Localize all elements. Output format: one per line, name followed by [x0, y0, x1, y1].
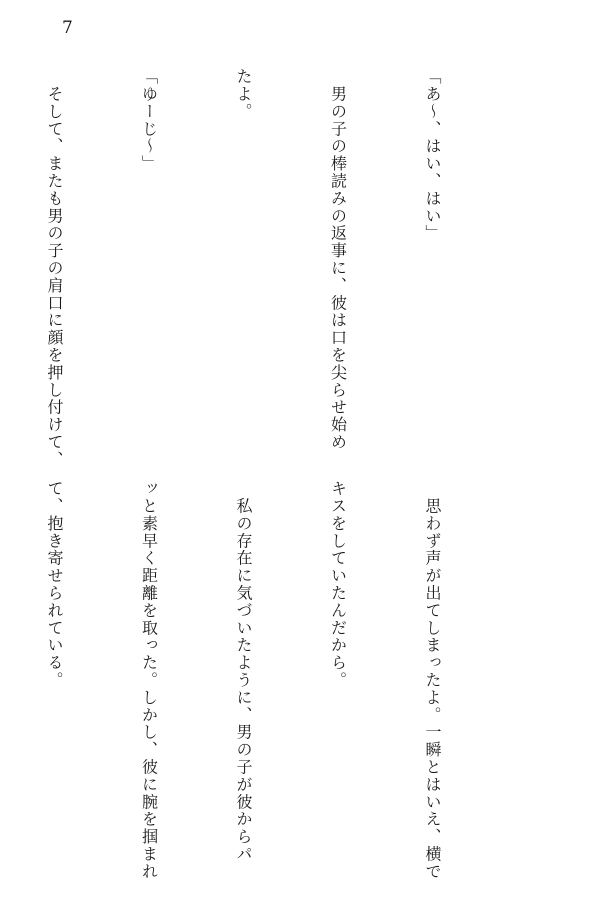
text-line: キスをしていたんだから。 [328, 480, 348, 689]
text-line: 「ゆーじ～」 [139, 68, 159, 173]
text-line: そして、またも男の子の肩口に顔を押し付けて、 [45, 68, 64, 469]
text-line: 私の存在に気づいたように、男の子が彼からパ [234, 480, 253, 863]
text-line: て、抱き寄せられている。 [45, 480, 64, 689]
page-number: 7 [62, 18, 73, 38]
upper-text-block [45, 68, 511, 469]
text-line: たよ。 [234, 68, 253, 121]
text-line: 思わず声が出てしまったよ。一瞬とはいえ、横で [423, 480, 442, 881]
text-line: ッと素早く距離を取った。しかし、彼に腕を掴まれ [139, 480, 159, 881]
lower-text-block [45, 480, 511, 881]
text-line: 「あ～、はい、はい」 [423, 68, 442, 242]
text-line: 男の子の棒読みの返事に、彼は口を尖らせ始め [328, 68, 348, 451]
